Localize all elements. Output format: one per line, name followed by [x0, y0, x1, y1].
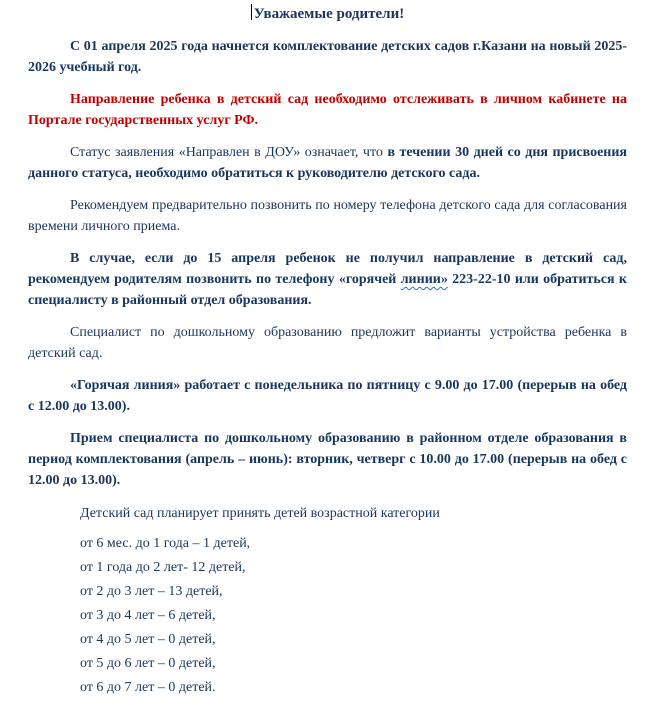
paragraph-hotline-hours[interactable]: «Горячая линия» работает с понедельника по пятницу с 9.00 до 17.00 (перерыв на обед с 12.00 до 13.00).: [28, 378, 627, 414]
paragraph-hotline-spellcheck-word: линии»: [400, 272, 448, 287]
age-list-item[interactable]: от 6 до 7 лет – 0 детей.: [80, 680, 216, 695]
age-list-item[interactable]: от 5 до 6 лет – 0 детей,: [80, 656, 216, 671]
age-list-item[interactable]: от 2 до 3 лет – 13 детей,: [80, 584, 223, 599]
document-title: [28, 4, 627, 24]
paragraph-hotline-text-end: 223-22-10 или обратиться к специалисту в районный отдел образования.: [28, 272, 627, 308]
age-list-item[interactable]: от 1 года до 2 лет- 12 детей,: [80, 560, 246, 575]
paragraph-call-ahead[interactable]: Рекомендуем предварительно позвонить по номеру телефона детского сада для согласования времени личного приема.: [28, 198, 627, 234]
paragraph-status-normal-text: Статус заявления «Направлен в ДОУ» означает, что: [70, 145, 388, 160]
paragraph-track-referral[interactable]: Направление ребенка в детский сад необходимо отслеживать в личном кабинете на Портале государственных услуг РФ.: [28, 92, 627, 128]
document-title-text: Уважаемые родители!: [253, 6, 405, 22]
age-list-item[interactable]: от 4 до 5 лет – 0 детей,: [80, 632, 216, 647]
age-category-lead[interactable]: Детский сад планирует принять детей возрастной категории: [80, 506, 440, 521]
paragraph-status-meaning[interactable]: [28, 142, 627, 184]
paragraph-hotline-text-start: В случае, если до 15 апреля ребенок не получил направление в детский сад, рекомендуем родителям позвонить по телефону «горячей: [28, 251, 627, 287]
age-category-block: [80, 502, 627, 700]
paragraph-specialist-hours[interactable]: Прием специалиста по дошкольному образованию в районном отделе образования в период комплектования (апрель – июнь): вторник, четверг с 10.00 до 17.00 (перерыв на обед с 12.00 до 13.00).: [28, 431, 627, 488]
age-list-item[interactable]: от 3 до 4 лет – 6 детей,: [80, 608, 216, 623]
paragraph-status-bold-text: в течении 30 дней со дня присвоения данного статуса, необходимо обратиться к руководителю детского сада.: [28, 145, 628, 181]
paragraph-hotline-case[interactable]: [28, 248, 627, 311]
paragraph-enrollment-start[interactable]: С 01 апреля 2025 года начнется комплектование детских садов г.Казани на новый 2025-2026 учебный год.: [28, 39, 627, 75]
paragraph-specialist-options[interactable]: Специалист по дошкольному образованию предложит варианты устройства ребенка в детский сад.: [28, 325, 627, 361]
age-list-item[interactable]: от 6 мес. до 1 года – 1 детей,: [80, 536, 251, 551]
text-cursor: [251, 4, 252, 20]
